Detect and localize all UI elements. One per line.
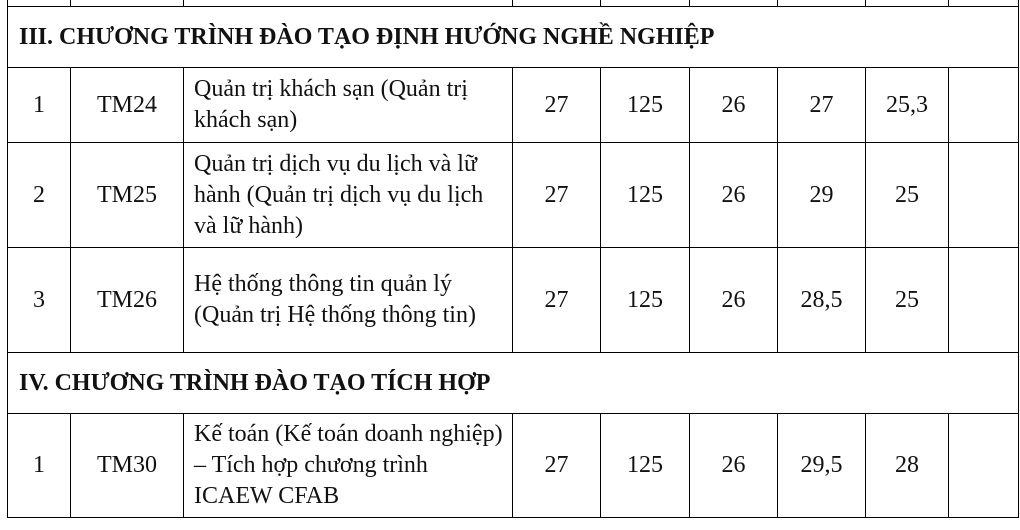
- value-cell: 27: [513, 143, 601, 248]
- program-code: TM26: [71, 248, 184, 353]
- value-cell: 26: [690, 68, 778, 143]
- value-cell: 125: [601, 143, 690, 248]
- value-cell: 25,3: [866, 68, 949, 143]
- value-cell: 26: [690, 248, 778, 353]
- value-cell: 27: [513, 68, 601, 143]
- value-cell: 28: [866, 414, 949, 518]
- program-name: Quản trị dịch vụ du lịch và lữ hành (Quản trị dịch vụ du lịch và lữ hành): [184, 143, 513, 248]
- section-title: IV. CHƯƠNG TRÌNH ĐÀO TẠO TÍCH HỢP: [8, 353, 1019, 414]
- section-header-row: [8, 7, 1019, 68]
- row-number: 3: [8, 248, 71, 353]
- program-code: TM25: [71, 143, 184, 248]
- admission-table: [7, 0, 1019, 518]
- section-header-row: [8, 353, 1019, 414]
- table-row: [8, 143, 1019, 248]
- value-cell: [949, 143, 1019, 248]
- value-cell: 25: [866, 143, 949, 248]
- value-cell: 125: [601, 414, 690, 518]
- program-name: Hệ thống thông tin quản lý (Quản trị Hệ thống thông tin): [184, 248, 513, 353]
- value-cell: 27: [778, 68, 866, 143]
- value-cell: [949, 68, 1019, 143]
- table-row: [8, 68, 1019, 143]
- row-number: 2: [8, 143, 71, 248]
- value-cell: 125: [601, 68, 690, 143]
- program-name: Quản trị khách sạn (Quản trị khách sạn): [184, 68, 513, 143]
- value-cell: 28,5: [778, 248, 866, 353]
- value-cell: 29: [778, 143, 866, 248]
- admission-table-wrapper: [7, 0, 1019, 518]
- value-cell: 27: [513, 414, 601, 518]
- program-code: TM24: [71, 68, 184, 143]
- value-cell: [949, 248, 1019, 353]
- table-row: [8, 414, 1019, 518]
- section-title: III. CHƯƠNG TRÌNH ĐÀO TẠO ĐỊNH HƯỚNG NGHỀ NGHIỆP: [8, 7, 1019, 68]
- table-row: [8, 248, 1019, 353]
- value-cell: [949, 414, 1019, 518]
- program-code: TM30: [71, 414, 184, 518]
- value-cell: 29,5: [778, 414, 866, 518]
- value-cell: 26: [690, 143, 778, 248]
- value-cell: 27: [513, 248, 601, 353]
- value-cell: 25: [866, 248, 949, 353]
- value-cell: 125: [601, 248, 690, 353]
- row-number: 1: [8, 68, 71, 143]
- value-cell: 26: [690, 414, 778, 518]
- program-name: Kế toán (Kế toán doanh nghiệp) – Tích hợp chương trình ICAEW CFAB: [184, 414, 513, 518]
- row-number: 1: [8, 414, 71, 518]
